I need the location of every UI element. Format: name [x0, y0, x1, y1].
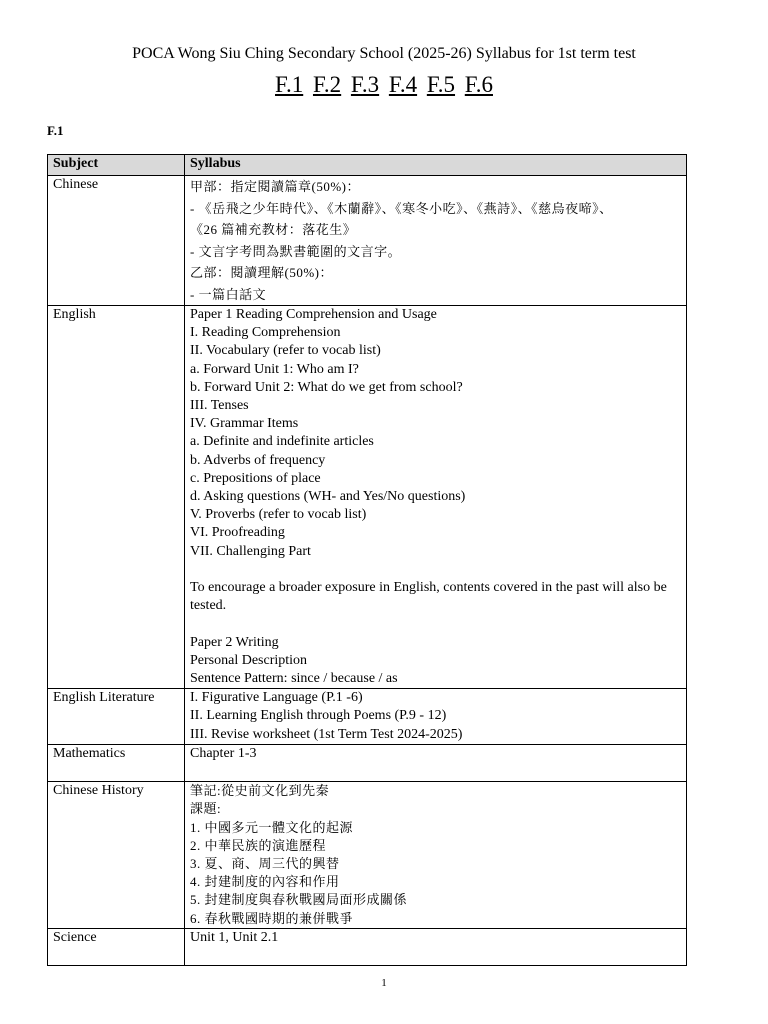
subject-cell: English — [48, 306, 185, 689]
syllabus-line: Chapter 1-3 — [190, 745, 257, 761]
syllabus-line: 筆記:從史前文化到先秦 — [190, 783, 330, 799]
syllabus-line: 課題: — [190, 801, 222, 817]
page-number: 1 — [381, 977, 387, 989]
syllabus-line — [190, 615, 681, 633]
syllabus-line: 4. 封建制度的內容和作用 — [190, 874, 340, 890]
syllabus-line: Unit 1, Unit 2.1 — [190, 929, 279, 945]
syllabus-line: III. Revise worksheet (1st Term Test 2024-2025) — [190, 726, 463, 742]
table-header-row — [48, 155, 687, 176]
syllabus-line: To encourage a broader exposure in English, contents covered in the past will also be tested. — [190, 580, 667, 614]
syllabus-column-header: Syllabus — [185, 155, 687, 176]
syllabus-line: 1. 中國多元一體文化的起源 — [190, 819, 354, 835]
table-row — [48, 744, 687, 781]
syllabus-line: b. Adverbs of frequency — [190, 452, 326, 468]
section-heading: F.1 — [47, 123, 64, 138]
syllabus-line: - 一篇白話文 — [190, 286, 267, 302]
table-row — [48, 306, 687, 689]
subject-cell: Chinese History — [48, 782, 185, 929]
subject-column-header: Subject — [48, 155, 185, 176]
syllabus-line: 甲部：指定閱讀篇章(50%)： — [190, 179, 360, 194]
subject-cell: Chinese — [48, 176, 185, 306]
form-link-f6[interactable]: F.6 — [464, 72, 493, 97]
syllabus-line: c. Prepositions of place — [190, 470, 321, 486]
syllabus-line — [190, 947, 681, 965]
syllabus-line: a. Definite and indefinite articles — [190, 434, 374, 450]
syllabus-line: a. Forward Unit 1: Who am I? — [190, 361, 359, 377]
form-link-f3[interactable]: F.3 — [350, 72, 380, 97]
syllabus-line: VII. Challenging Part — [190, 543, 311, 559]
form-link-f2[interactable]: F.2 — [312, 72, 342, 97]
syllabus-cell — [185, 928, 687, 965]
syllabus-cell — [185, 744, 687, 781]
table-row — [48, 176, 687, 306]
syllabus-line: 2. 中華民族的演進歷程 — [190, 837, 327, 853]
syllabus-line: III. Tenses — [190, 398, 249, 414]
syllabus-line: VI. Proofreading — [190, 525, 285, 541]
form-link-f1[interactable]: F.1 — [275, 72, 304, 97]
syllabus-line: Paper 2 Writing — [190, 634, 279, 650]
table-row — [48, 689, 687, 745]
syllabus-table — [47, 154, 687, 966]
syllabus-line: 5. 封建制度與春秋戰國局面形成關係 — [190, 892, 408, 908]
syllabus-line: - 文言字考問為默書範圍的文言字。 — [190, 243, 402, 259]
subject-cell: English Literature — [48, 689, 185, 745]
syllabus-line: 《26 篇補充教材：落花生》 — [190, 222, 357, 237]
table-row — [48, 928, 687, 965]
form-links-nav — [0, 72, 768, 98]
syllabus-line — [190, 763, 681, 781]
syllabus-line — [190, 561, 681, 579]
subject-cell: Mathematics — [48, 744, 185, 781]
syllabus-line: 乙部：閱讀理解(50%)： — [190, 265, 333, 280]
syllabus-cell — [185, 306, 687, 689]
syllabus-line: Sentence Pattern: since / because / as — [190, 671, 398, 687]
syllabus-line: I. Reading Comprehension — [190, 325, 341, 341]
syllabus-cell — [185, 689, 687, 745]
syllabus-line: I. Figurative Language (P.1 -6) — [190, 690, 363, 706]
syllabus-line: d. Asking questions (WH- and Yes/No questions) — [190, 489, 466, 505]
syllabus-line: 6. 春秋戰國時期的兼併戰爭 — [190, 910, 354, 926]
syllabus-line: b. Forward Unit 2: What do we get from school? — [190, 379, 463, 395]
subject-cell: Science — [48, 928, 185, 965]
table-row — [48, 782, 687, 929]
syllabus-line: II. Vocabulary (refer to vocab list) — [190, 343, 381, 359]
syllabus-line: II. Learning English through Poems (P.9 - 12) — [190, 708, 447, 724]
document-title: POCA Wong Siu Ching Secondary School (2025-26) Syllabus for 1st term test — [132, 45, 636, 62]
syllabus-line: IV. Grammar Items — [190, 416, 299, 432]
syllabus-line: - 《岳飛之少年時代》、《木蘭辭》、《寒冬小吃》、《燕詩》、《慈烏夜啼》、 — [190, 200, 613, 216]
syllabus-line: V. Proverbs (refer to vocab list) — [190, 507, 367, 523]
form-link-f5[interactable]: F.5 — [426, 72, 456, 97]
syllabus-cell — [185, 782, 687, 929]
syllabus-line: 3. 夏、商、周三代的興替 — [190, 856, 340, 872]
syllabus-line: Paper 1 Reading Comprehension and Usage — [190, 307, 437, 322]
form-link-f4[interactable]: F.4 — [388, 72, 418, 97]
syllabus-cell — [185, 176, 687, 306]
syllabus-line: Personal Description — [190, 652, 308, 668]
